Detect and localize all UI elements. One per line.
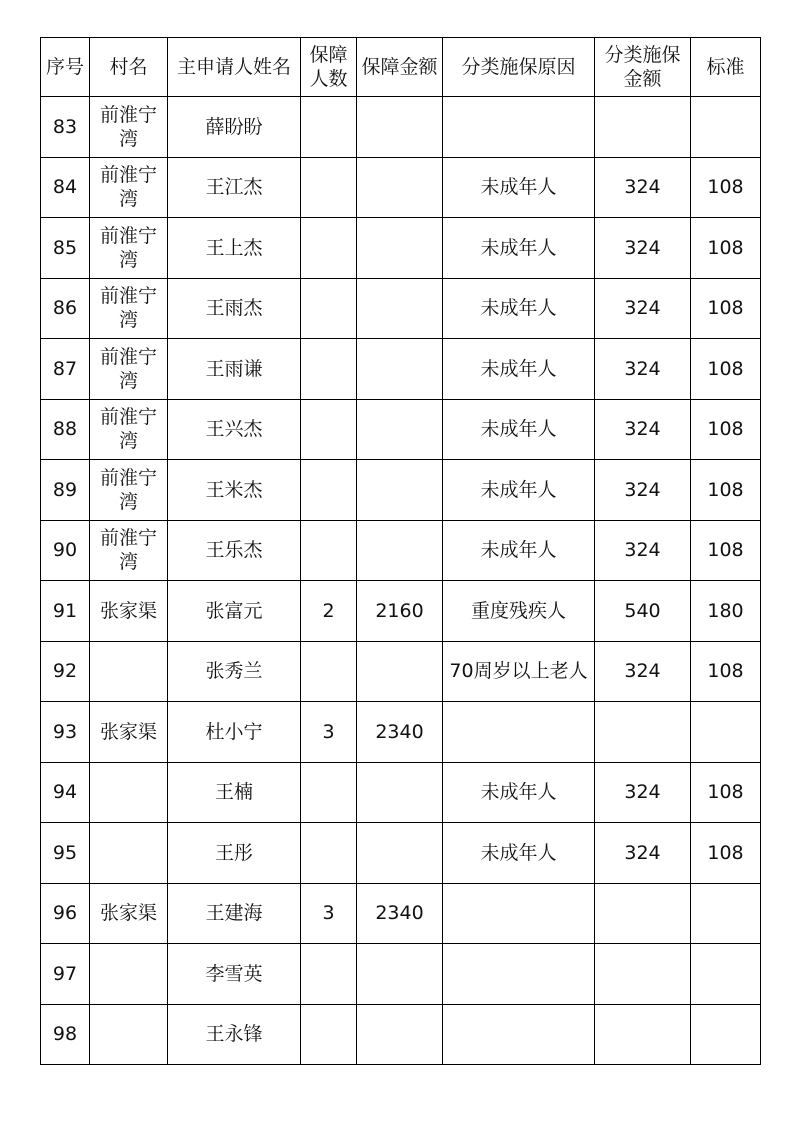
cell-seq: 97 — [41, 944, 90, 1005]
cell-standard — [691, 97, 761, 158]
header-people: 保障人数 — [301, 38, 357, 97]
table-body — [41, 97, 761, 1065]
cell-seq: 87 — [41, 339, 90, 400]
cell-class-amount: 324 — [595, 339, 691, 400]
table-row — [41, 762, 761, 823]
cell-village: 前淮宁湾 — [90, 97, 168, 158]
table-row — [41, 823, 761, 884]
cell-people: 2 — [301, 581, 357, 642]
cell-seq: 96 — [41, 883, 90, 944]
table-row — [41, 1004, 761, 1065]
cell-amount — [357, 520, 443, 581]
header-village: 村名 — [90, 38, 168, 97]
cell-people — [301, 97, 357, 158]
cell-village — [90, 823, 168, 884]
cell-class-amount: 324 — [595, 520, 691, 581]
assistance-roster-table — [40, 37, 761, 1065]
cell-reason: 未成年人 — [443, 762, 595, 823]
cell-applicant: 王雨杰 — [168, 278, 301, 339]
cell-seq: 93 — [41, 702, 90, 763]
cell-amount — [357, 399, 443, 460]
cell-standard: 108 — [691, 520, 761, 581]
cell-standard: 180 — [691, 581, 761, 642]
header-reason: 分类施保原因 — [443, 38, 595, 97]
cell-village: 前淮宁湾 — [90, 339, 168, 400]
cell-village: 前淮宁湾 — [90, 460, 168, 521]
table-row — [41, 520, 761, 581]
table-row — [41, 460, 761, 521]
cell-class-amount — [595, 944, 691, 1005]
table-row — [41, 399, 761, 460]
cell-amount — [357, 157, 443, 218]
cell-applicant: 张富元 — [168, 581, 301, 642]
cell-amount: 2160 — [357, 581, 443, 642]
table-row — [41, 641, 761, 702]
cell-class-amount: 324 — [595, 157, 691, 218]
header-standard: 标准 — [691, 38, 761, 97]
table-row — [41, 339, 761, 400]
header-seq: 序号 — [41, 38, 90, 97]
cell-village — [90, 944, 168, 1005]
cell-applicant: 王兴杰 — [168, 399, 301, 460]
cell-amount — [357, 762, 443, 823]
cell-class-amount — [595, 702, 691, 763]
cell-reason: 未成年人 — [443, 399, 595, 460]
cell-people: 3 — [301, 883, 357, 944]
cell-amount — [357, 339, 443, 400]
cell-applicant: 王乐杰 — [168, 520, 301, 581]
cell-reason: 重度残疾人 — [443, 581, 595, 642]
cell-applicant: 王江杰 — [168, 157, 301, 218]
cell-standard: 108 — [691, 399, 761, 460]
cell-amount — [357, 823, 443, 884]
cell-applicant: 薛盼盼 — [168, 97, 301, 158]
cell-reason: 未成年人 — [443, 460, 595, 521]
cell-amount — [357, 278, 443, 339]
cell-class-amount: 324 — [595, 762, 691, 823]
cell-village: 前淮宁湾 — [90, 520, 168, 581]
cell-applicant: 张秀兰 — [168, 641, 301, 702]
cell-standard — [691, 702, 761, 763]
table-row — [41, 278, 761, 339]
cell-seq: 90 — [41, 520, 90, 581]
cell-standard: 108 — [691, 823, 761, 884]
cell-class-amount: 324 — [595, 218, 691, 279]
cell-people — [301, 339, 357, 400]
cell-amount — [357, 944, 443, 1005]
cell-village: 前淮宁湾 — [90, 399, 168, 460]
table-row — [41, 702, 761, 763]
cell-people — [301, 399, 357, 460]
cell-class-amount: 324 — [595, 823, 691, 884]
cell-reason: 未成年人 — [443, 218, 595, 279]
cell-reason: 未成年人 — [443, 278, 595, 339]
header-applicant: 主申请人姓名 — [168, 38, 301, 97]
cell-reason: 未成年人 — [443, 823, 595, 884]
cell-class-amount — [595, 883, 691, 944]
cell-village: 前淮宁湾 — [90, 157, 168, 218]
cell-village: 张家渠 — [90, 702, 168, 763]
header-row — [41, 38, 761, 97]
cell-standard: 108 — [691, 762, 761, 823]
cell-seq: 89 — [41, 460, 90, 521]
table-row — [41, 581, 761, 642]
cell-reason — [443, 97, 595, 158]
cell-applicant: 王米杰 — [168, 460, 301, 521]
cell-people: 3 — [301, 702, 357, 763]
cell-seq: 85 — [41, 218, 90, 279]
cell-seq: 98 — [41, 1004, 90, 1065]
cell-standard: 108 — [691, 460, 761, 521]
cell-village — [90, 641, 168, 702]
cell-applicant: 王建海 — [168, 883, 301, 944]
cell-applicant: 王彤 — [168, 823, 301, 884]
cell-seq: 91 — [41, 581, 90, 642]
cell-standard — [691, 883, 761, 944]
cell-amount: 2340 — [357, 702, 443, 763]
cell-seq: 83 — [41, 97, 90, 158]
table-row — [41, 944, 761, 1005]
cell-reason: 70周岁以上老人 — [443, 641, 595, 702]
cell-seq: 92 — [41, 641, 90, 702]
cell-village — [90, 762, 168, 823]
cell-seq: 86 — [41, 278, 90, 339]
cell-standard: 108 — [691, 339, 761, 400]
cell-reason — [443, 883, 595, 944]
cell-people — [301, 278, 357, 339]
cell-reason: 未成年人 — [443, 339, 595, 400]
cell-class-amount: 324 — [595, 641, 691, 702]
cell-applicant: 王上杰 — [168, 218, 301, 279]
cell-people — [301, 944, 357, 1005]
table-row — [41, 883, 761, 944]
cell-reason — [443, 1004, 595, 1065]
header-amount: 保障金额 — [357, 38, 443, 97]
cell-reason — [443, 944, 595, 1005]
cell-class-amount: 324 — [595, 399, 691, 460]
cell-people — [301, 520, 357, 581]
cell-class-amount — [595, 1004, 691, 1065]
cell-standard: 108 — [691, 157, 761, 218]
cell-village: 前淮宁湾 — [90, 218, 168, 279]
cell-seq: 84 — [41, 157, 90, 218]
cell-standard — [691, 1004, 761, 1065]
cell-seq: 95 — [41, 823, 90, 884]
cell-people — [301, 1004, 357, 1065]
table-row — [41, 157, 761, 218]
cell-standard: 108 — [691, 641, 761, 702]
cell-standard: 108 — [691, 218, 761, 279]
cell-amount — [357, 97, 443, 158]
cell-people — [301, 641, 357, 702]
cell-reason — [443, 702, 595, 763]
table-header — [41, 38, 761, 97]
cell-reason: 未成年人 — [443, 157, 595, 218]
header-class-amount: 分类施保金额 — [595, 38, 691, 97]
cell-applicant: 王雨谦 — [168, 339, 301, 400]
cell-people — [301, 823, 357, 884]
cell-village: 张家渠 — [90, 581, 168, 642]
cell-seq: 88 — [41, 399, 90, 460]
cell-applicant: 杜小宁 — [168, 702, 301, 763]
cell-applicant: 王永锋 — [168, 1004, 301, 1065]
cell-amount: 2340 — [357, 883, 443, 944]
cell-village: 前淮宁湾 — [90, 278, 168, 339]
cell-amount — [357, 1004, 443, 1065]
cell-standard: 108 — [691, 278, 761, 339]
cell-people — [301, 157, 357, 218]
cell-class-amount: 324 — [595, 278, 691, 339]
cell-amount — [357, 218, 443, 279]
cell-amount — [357, 641, 443, 702]
cell-reason: 未成年人 — [443, 520, 595, 581]
cell-applicant: 王楠 — [168, 762, 301, 823]
cell-applicant: 李雪英 — [168, 944, 301, 1005]
cell-people — [301, 218, 357, 279]
cell-standard — [691, 944, 761, 1005]
cell-amount — [357, 460, 443, 521]
table-row — [41, 97, 761, 158]
cell-class-amount: 324 — [595, 460, 691, 521]
table-row — [41, 218, 761, 279]
cell-class-amount — [595, 97, 691, 158]
cell-class-amount: 540 — [595, 581, 691, 642]
cell-people — [301, 762, 357, 823]
cell-people — [301, 460, 357, 521]
cell-village — [90, 1004, 168, 1065]
cell-village: 张家渠 — [90, 883, 168, 944]
cell-seq: 94 — [41, 762, 90, 823]
